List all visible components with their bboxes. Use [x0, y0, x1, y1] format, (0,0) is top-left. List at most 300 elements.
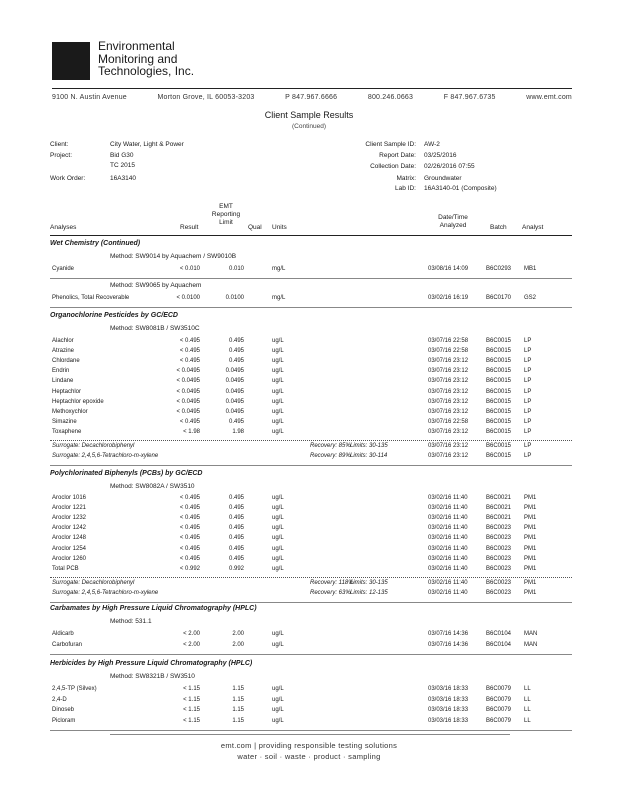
analyst: LL	[524, 686, 531, 692]
date: 03/07/16 22:58	[428, 418, 469, 425]
table-row	[0, 429, 618, 438]
analyst: LL	[524, 707, 531, 713]
table-row	[0, 718, 618, 727]
surrogate-row	[0, 453, 618, 462]
date: 03/03/16 18:33	[428, 686, 469, 692]
result: < 2.00	[183, 631, 200, 637]
batch: B6C0015	[486, 408, 512, 415]
date: 03/07/16 23:12	[428, 398, 469, 405]
col-qual: Qual	[248, 224, 262, 231]
date: 03/03/16 18:33	[428, 696, 469, 703]
result: < 0.495	[179, 338, 200, 344]
table-row	[0, 358, 618, 367]
table-row	[0, 495, 618, 504]
analyst: LP	[524, 358, 532, 365]
section-organochlorine: Organochlorine Pesticides by GC/ECD	[50, 312, 178, 319]
date: 03/02/16 16:19	[428, 295, 469, 301]
date: 03/07/16 23:12	[428, 378, 469, 385]
address-city: Morton Grove, IL 60053-3203	[157, 94, 255, 101]
batch: B6C0023	[486, 525, 512, 532]
document-title: Client Sample Results	[264, 110, 354, 120]
surrogate-row	[0, 580, 618, 589]
analyte: Chlordane	[52, 358, 80, 365]
result: < 1.15	[183, 696, 200, 703]
company-name	[98, 40, 194, 78]
method-wet-1: Method: SW9014 by Aquachem / SW9010B	[110, 253, 237, 260]
date: 03/07/16 23:12	[428, 408, 469, 415]
surrogate-row	[0, 590, 618, 599]
analyst: LP	[524, 398, 532, 405]
footer-services: water · soil · waste · product · sampling	[237, 752, 381, 761]
analyst: LP	[524, 348, 532, 355]
limit: 0.495	[228, 418, 244, 425]
section-divider	[50, 465, 572, 466]
batch: B6C0015	[486, 348, 512, 355]
table-row	[0, 525, 618, 534]
units: ug/L	[272, 641, 284, 648]
batch: B6C0023	[486, 555, 512, 562]
workorder-label: Work Order:	[50, 175, 86, 182]
analyte: Cyanide	[52, 266, 75, 272]
analyst: PM1	[524, 535, 537, 542]
limit: 0.495	[228, 338, 244, 344]
limit: 0.992	[228, 565, 244, 572]
surrogate-limits: Limits: 30-114	[350, 453, 388, 460]
surrogate-name: Surrogate: Decachlorobiphenyl	[52, 443, 135, 449]
analyte: Lindane	[52, 378, 74, 385]
limit: 0.495	[228, 495, 244, 501]
company-name-line2: Monitoring and	[98, 51, 178, 66]
client-label: Client:	[50, 141, 69, 148]
limit: 1.98	[232, 428, 244, 435]
analyst: MAN	[524, 631, 538, 637]
col-batch: Batch	[490, 224, 507, 231]
result: < 0.992	[179, 565, 200, 572]
analyst: LL	[524, 717, 531, 724]
table-row	[0, 566, 618, 575]
table-row	[0, 535, 618, 544]
reportdate-value: 03/25/2016	[424, 152, 457, 159]
analyte: Methoxychlor	[52, 408, 88, 415]
batch: B6C0015	[486, 358, 512, 365]
date: 03/02/16 11:40	[428, 545, 468, 552]
limit: 0.0495	[225, 388, 244, 395]
batch: B6C0015	[486, 388, 512, 395]
analyst: GS2	[524, 295, 537, 301]
surrogate-batch: B6C0015	[486, 443, 512, 449]
limit: 0.495	[228, 545, 244, 552]
section-carbamates: Carbamates by High Pressure Liquid Chromatography (HPLC)	[50, 605, 257, 612]
result: < 0.0495	[176, 368, 200, 375]
analyte: Aroclor 1242	[52, 525, 87, 532]
surrogate-batch: B6C0023	[486, 579, 512, 586]
client-value: City Water, Light & Power	[110, 141, 184, 148]
result: < 2.00	[183, 641, 200, 648]
analyte: Aroclor 1221	[52, 505, 87, 512]
units: ug/L	[272, 696, 284, 703]
row-divider	[50, 307, 572, 308]
date: 03/02/16 11:40	[428, 555, 468, 562]
address-phone: P 847.967.6666	[285, 94, 338, 101]
table-row	[0, 348, 618, 357]
footer-tagline: emt.com | providing responsible testing solutions	[220, 741, 398, 750]
units: ug/L	[272, 428, 284, 435]
surrogate-date: 03/07/16 23:12	[428, 443, 469, 449]
address-fax: F 847.967.6735	[443, 94, 496, 101]
analyst: LP	[524, 388, 532, 395]
limit: 0.495	[228, 525, 244, 532]
units: ug/L	[272, 505, 284, 512]
sampleid-label: Client Sample ID:	[365, 141, 416, 148]
col-emt-line2: Reporting	[211, 211, 241, 218]
analyte: Aldicarb	[52, 631, 74, 637]
limit: 0.0100	[225, 295, 244, 301]
batch: B6C0023	[486, 535, 512, 542]
batch: B6C0079	[486, 707, 512, 713]
row-divider	[50, 278, 572, 279]
workorder-value: 16A3140	[110, 175, 137, 182]
result: < 0.495	[179, 495, 200, 501]
analyte: Aroclor 1232	[52, 515, 87, 522]
result: < 0.495	[179, 505, 200, 512]
limit: 0.495	[228, 535, 244, 542]
table-row	[0, 686, 618, 695]
matrix-value: Groundwater	[424, 175, 462, 182]
analyte: Heptachlor epoxide	[52, 398, 104, 405]
analyst: LP	[524, 338, 532, 344]
table-row	[0, 631, 618, 640]
table-row	[0, 505, 618, 514]
surrogate-limits: Limits: 12-135	[350, 589, 388, 596]
col-emt-line3: Limit	[219, 219, 233, 226]
batch: B6C0015	[486, 378, 512, 385]
table-row	[0, 338, 618, 347]
table-row	[0, 409, 618, 418]
column-header-rule	[50, 235, 572, 236]
col-date-line2: Analyzed	[439, 222, 467, 229]
units: ug/L	[272, 358, 284, 365]
analyst: LP	[524, 368, 532, 375]
units: ug/L	[272, 631, 284, 637]
units: ug/L	[272, 565, 284, 572]
table-row	[0, 378, 618, 387]
analyte: Aroclor 1248	[52, 535, 87, 542]
table-row	[0, 368, 618, 377]
labid-label: Lab ID:	[395, 185, 416, 192]
result: < 0.0495	[176, 378, 200, 385]
document-subtitle: (Continued)	[292, 123, 326, 130]
section-wet-chemistry: Wet Chemistry (Continued)	[50, 240, 141, 247]
collection-label: Collection Date:	[370, 163, 416, 170]
method-wet-2: Method: SW9065 by Aquachem	[110, 282, 202, 289]
result: < 0.495	[179, 358, 200, 365]
units: ug/L	[272, 378, 284, 385]
units: ug/L	[272, 545, 284, 552]
batch: B6C0015	[486, 398, 512, 405]
table-row	[0, 697, 618, 706]
col-result: Result	[180, 224, 199, 231]
table-row	[0, 642, 618, 651]
table-row	[0, 295, 618, 304]
table-row	[0, 546, 618, 555]
batch: B6C0021	[486, 515, 512, 522]
analyst: PM1	[524, 545, 537, 552]
section-divider	[50, 730, 572, 731]
analyte: Aroclor 1260	[52, 555, 87, 562]
surrogate-divider	[50, 440, 572, 441]
section-divider	[50, 654, 572, 655]
method-carbamates: Method: 531.1	[110, 618, 152, 625]
surrogate-batch: B6C0023	[486, 589, 512, 596]
limit: 1.15	[232, 717, 244, 724]
result: < 0.0495	[176, 388, 200, 395]
analyst: MB1	[524, 266, 537, 272]
units: ug/L	[272, 408, 284, 415]
result: < 0.495	[179, 525, 200, 532]
limit: 1.15	[232, 686, 244, 692]
date: 03/07/16 23:12	[428, 388, 469, 395]
date: 03/07/16 22:58	[428, 338, 469, 344]
batch: B6C0023	[486, 565, 512, 572]
surrogate-recovery: Recovery: 63%	[310, 589, 351, 596]
result: < 0.495	[179, 535, 200, 542]
surrogate-divider	[50, 577, 572, 578]
date: 03/02/16 11:40	[428, 525, 468, 532]
analyst: LP	[524, 378, 532, 385]
matrix-label: Matrix:	[396, 175, 416, 182]
result: < 0.495	[179, 348, 200, 355]
result: < 1.15	[183, 717, 200, 724]
col-emt	[206, 203, 246, 227]
limit: 0.0495	[225, 378, 244, 385]
analyst: LP	[524, 428, 532, 435]
table-row	[0, 266, 618, 275]
units: ug/L	[272, 525, 284, 532]
surrogate-row	[0, 443, 618, 452]
col-analyst: Analyst	[522, 224, 544, 231]
footer-rule	[110, 734, 510, 735]
analyst: LP	[524, 408, 532, 415]
batch: B6C0079	[486, 696, 512, 703]
date: 03/07/16 14:36	[428, 631, 469, 637]
analyst: PM1	[524, 565, 537, 572]
date: 03/07/16 14:36	[428, 641, 469, 648]
analyst: PM1	[524, 555, 537, 562]
date: 03/03/16 18:33	[428, 707, 469, 713]
analyte: Toxaphene	[52, 428, 82, 435]
limit: 0.495	[228, 348, 244, 355]
company-logo	[52, 42, 90, 80]
section-divider	[50, 602, 572, 603]
date: 03/02/16 11:40	[428, 535, 468, 542]
units: ug/L	[272, 555, 284, 562]
limit: 1.15	[232, 696, 244, 703]
col-emt-line1: EMT	[219, 203, 233, 210]
result: < 0.495	[179, 515, 200, 522]
method-pcb: Method: SW8082A / SW3510	[110, 483, 195, 490]
project-value-2: TC 2015	[110, 162, 135, 169]
table-row	[0, 399, 618, 408]
analyte: Total PCB	[52, 565, 79, 572]
col-units: Units	[272, 224, 287, 231]
limit: 0.495	[228, 515, 244, 522]
limit: 0.495	[228, 358, 244, 365]
surrogate-analyst: PM1	[524, 579, 537, 586]
date: 03/02/16 11:40	[428, 565, 468, 572]
result: < 0.0495	[176, 398, 200, 405]
analyst: PM1	[524, 515, 537, 522]
limit: 0.0495	[225, 368, 244, 375]
result: < 1.15	[183, 707, 200, 713]
analyst: PM1	[524, 505, 537, 512]
address-street: 9100 N. Austin Avenue	[52, 94, 127, 101]
limit: 2.00	[232, 631, 244, 637]
result: < 0.495	[179, 555, 200, 562]
surrogate-analyst: PM1	[524, 589, 537, 596]
units: ug/L	[272, 348, 284, 355]
result: < 0.495	[179, 418, 200, 425]
section-pcb: Polychlorinated Biphenyls (PCBs) by GC/ECD	[50, 470, 203, 477]
units: mg/L	[272, 266, 286, 272]
batch: B6C0015	[486, 368, 512, 375]
result: < 1.98	[183, 428, 200, 435]
surrogate-date: 03/02/16 11:40	[428, 589, 468, 596]
method-herbicides: Method: SW8321B / SW3510	[110, 673, 195, 680]
units: ug/L	[272, 388, 284, 395]
address-tollfree: 800.246.0663	[367, 94, 414, 101]
analyte: Simazine	[52, 418, 77, 425]
analyte: Aroclor 1254	[52, 545, 87, 552]
date: 03/02/16 11:40	[428, 505, 468, 512]
col-date-line1: Date/Time	[438, 214, 468, 221]
reportdate-label: Report Date:	[379, 152, 416, 159]
units: ug/L	[272, 495, 284, 501]
header-rule	[52, 88, 572, 89]
batch: B6C0015	[486, 338, 512, 344]
date: 03/07/16 23:12	[428, 358, 469, 365]
analyte: Endrin	[52, 368, 70, 375]
table-row	[0, 556, 618, 565]
units: ug/L	[272, 515, 284, 522]
batch: B6C0079	[486, 717, 512, 724]
result: < 0.0495	[176, 408, 200, 415]
batch: B6C0015	[486, 428, 512, 435]
batch: B6C0015	[486, 418, 512, 425]
surrogate-analyst: LP	[524, 453, 532, 460]
labid-value: 16A3140-01 (Composite)	[424, 185, 497, 192]
units: ug/L	[272, 686, 284, 692]
result: < 0.495	[179, 545, 200, 552]
surrogate-recovery: Recovery: 85%	[310, 443, 351, 449]
analyte: Dinoseb	[52, 707, 75, 713]
surrogate-date: 03/07/16 23:12	[428, 453, 469, 460]
table-row	[0, 419, 618, 428]
units: ug/L	[272, 418, 284, 425]
batch: B6C0079	[486, 686, 512, 692]
surrogate-name: Surrogate: Decachlorobiphenyl	[52, 579, 135, 586]
analyte: Atrazine	[52, 348, 75, 355]
units: ug/L	[272, 338, 284, 344]
collection-value: 02/26/2016 07:55	[424, 163, 475, 170]
analyte: Phenolics, Total Recoverable	[52, 295, 130, 301]
surrogate-recovery: Recovery: 118%	[310, 579, 354, 586]
analyte: Heptachlor	[52, 388, 82, 395]
date: 03/07/16 22:58	[428, 348, 469, 355]
units: ug/L	[272, 717, 284, 724]
surrogate-limits: Limits: 30-135	[350, 443, 388, 449]
date: 03/02/16 11:40	[428, 515, 468, 522]
company-name-line1: Environmental	[98, 39, 175, 53]
surrogate-limits: Limits: 30-135	[350, 579, 388, 586]
units: ug/L	[272, 707, 284, 713]
batch: B6C0104	[486, 631, 512, 637]
limit: 0.495	[228, 555, 244, 562]
analyst: LP	[524, 418, 532, 425]
batch: B6C0293	[486, 266, 512, 272]
surrogate-name: Surrogate: 2,4,5,6-Tetrachloro-m-xylene	[52, 453, 159, 460]
date: 03/07/16 23:12	[428, 428, 469, 435]
batch: B6C0021	[486, 505, 512, 512]
analyte: 2,4,5-TP (Silvex)	[52, 686, 97, 692]
surrogate-name: Surrogate: 2,4,5,6-Tetrachloro-m-xylene	[52, 589, 159, 596]
limit: 0.0495	[225, 408, 244, 415]
date: 03/03/16 18:33	[428, 717, 469, 724]
units: mg/L	[272, 295, 286, 301]
batch: B6C0170	[486, 295, 512, 301]
table-row	[0, 707, 618, 716]
result: < 1.15	[183, 686, 200, 692]
analyst: PM1	[524, 525, 537, 532]
surrogate-date: 03/02/16 11:40	[428, 579, 468, 586]
result: < 0.0100	[176, 295, 200, 301]
company-address	[52, 94, 572, 101]
units: ug/L	[272, 535, 284, 542]
limit: 1.15	[232, 707, 244, 713]
surrogate-recovery: Recovery: 89%	[310, 453, 351, 460]
analyst: MAN	[524, 641, 538, 648]
col-analyses: Analyses	[50, 224, 77, 231]
analyst: LL	[524, 696, 531, 703]
project-label: Project:	[50, 152, 73, 159]
surrogate-batch: B6C0015	[486, 453, 512, 460]
analyte: Carbofuran	[52, 641, 83, 648]
surrogate-analyst: LP	[524, 443, 532, 449]
date: 03/08/16 14:09	[428, 266, 469, 272]
limit: 0.0495	[225, 398, 244, 405]
date: 03/07/16 23:12	[428, 368, 469, 375]
address-web[interactable]: www.emt.com	[526, 94, 572, 101]
section-herbicides: Herbicides by High Pressure Liquid Chromatography (HPLC)	[50, 660, 253, 667]
col-date	[425, 214, 481, 230]
analyte: Alachlor	[52, 338, 74, 344]
table-row	[0, 389, 618, 398]
analyte: Picloram	[52, 717, 76, 724]
batch: B6C0104	[486, 641, 512, 648]
batch: B6C0023	[486, 545, 512, 552]
batch: B6C0021	[486, 495, 512, 501]
analyst: PM1	[524, 495, 537, 501]
company-name-line3: Technologies, Inc.	[98, 64, 195, 78]
table-row	[0, 515, 618, 524]
units: ug/L	[272, 368, 284, 375]
result: < 0.010	[179, 266, 200, 272]
analyte: 2,4-D	[52, 696, 67, 703]
method-organochlorine: Method: SW8081B / SW3510C	[110, 325, 200, 332]
date: 03/02/16 11:40	[428, 495, 468, 501]
limit: 0.010	[228, 266, 244, 272]
sampleid-value: AW-2	[424, 141, 440, 148]
limit: 2.00	[232, 641, 244, 648]
